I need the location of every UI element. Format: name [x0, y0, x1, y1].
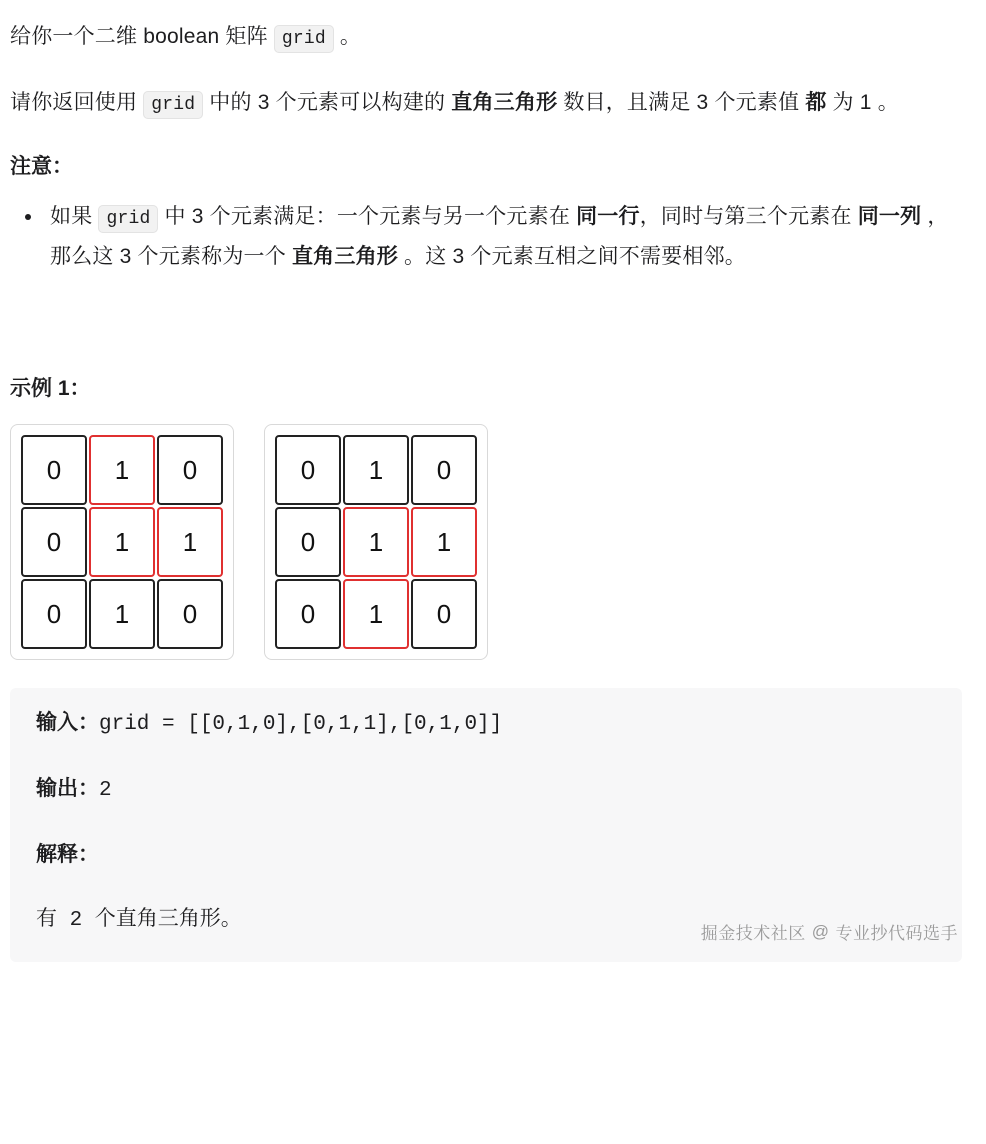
example-explain-label-line — [36, 840, 936, 872]
note-part-1: 如果 — [50, 205, 99, 228]
inline-code-grid: grid — [143, 91, 203, 119]
desc-part-1: 请你返回使用 — [10, 91, 144, 114]
grid-cell: 0 — [275, 579, 341, 649]
grid-cell-highlighted: 1 — [343, 507, 409, 577]
grid-cell: 0 — [21, 435, 87, 505]
desc-part-3: 数目，且满足 3 个元素值 — [557, 91, 806, 114]
grid-cell: 0 — [411, 435, 477, 505]
note-part-3: ，同时与第三个元素在 — [639, 205, 858, 228]
grid-cell: 0 — [275, 435, 341, 505]
inline-code-grid: grid — [98, 205, 158, 233]
explain-label: 解释： — [36, 843, 99, 866]
desc-part-4: 为 1 。 — [826, 91, 899, 114]
example-output-line — [36, 774, 936, 806]
desc-bold-right-triangle: 直角三角形 — [451, 91, 558, 114]
example-grids — [10, 424, 962, 660]
note-bold-same-column: 同一列 — [857, 205, 922, 228]
output-label: 输出： — [36, 777, 99, 800]
explain-value: 有 2 个直角三角形。 — [36, 909, 242, 932]
grid-cell-highlighted: 1 — [89, 435, 155, 505]
input-value: grid = [[0,1,0],[0,1,1],[0,1,0]] — [99, 713, 503, 736]
note-bold-right-triangle: 直角三角形 — [291, 245, 398, 268]
note-bold-same-row: 同一行 — [576, 205, 640, 228]
grid-cell-highlighted: 1 — [157, 507, 223, 577]
list-item — [44, 198, 962, 276]
description-paragraph — [10, 84, 962, 124]
grid-cell: 1 — [89, 579, 155, 649]
note-part-5: 。这 3 个元素互相之间不需要相邻。 — [397, 245, 746, 268]
note-part-4: ，那么这 3 个元素称为一个 — [50, 205, 949, 268]
intro-suffix: 。 — [333, 25, 362, 48]
grid-right — [264, 424, 488, 660]
intro-paragraph — [10, 18, 962, 58]
grid-cell-highlighted: 1 — [89, 507, 155, 577]
grid-cell-highlighted: 1 — [411, 507, 477, 577]
grid-row — [20, 506, 224, 578]
desc-part-2: 中的 3 个元素可以构建的 — [203, 91, 452, 114]
inline-code-grid: grid — [274, 25, 334, 53]
grid-cell: 0 — [157, 435, 223, 505]
note-title: 注意： — [10, 155, 73, 178]
example-input-line — [36, 708, 936, 740]
grid-row — [20, 578, 224, 650]
grid-row — [274, 578, 478, 650]
example-title: 示例 1： — [10, 377, 91, 400]
desc-bold-all: 都 — [805, 91, 827, 114]
input-label: 输入： — [36, 711, 99, 734]
note-part-2: 中 3 个元素满足：一个元素与另一个元素在 — [158, 205, 577, 228]
grid-row — [274, 434, 478, 506]
grid-cell: 0 — [21, 507, 87, 577]
watermark-at: @ — [811, 921, 830, 941]
watermark-site: 掘金技术社区 — [700, 924, 806, 943]
watermark — [701, 919, 958, 944]
note-list — [10, 198, 962, 276]
intro-prefix: 给你一个二维 boolean 矩阵 — [10, 25, 274, 48]
grid-cell: 0 — [21, 579, 87, 649]
grid-cell: 1 — [343, 435, 409, 505]
output-value: 2 — [99, 779, 112, 802]
grid-cell-highlighted: 1 — [343, 579, 409, 649]
grid-cell: 0 — [411, 579, 477, 649]
grid-row — [20, 434, 224, 506]
grid-row — [274, 506, 478, 578]
grid-cell: 0 — [157, 579, 223, 649]
watermark-author: 专业抄代码选手 — [835, 924, 958, 943]
grid-left — [10, 424, 234, 660]
grid-cell: 0 — [275, 507, 341, 577]
